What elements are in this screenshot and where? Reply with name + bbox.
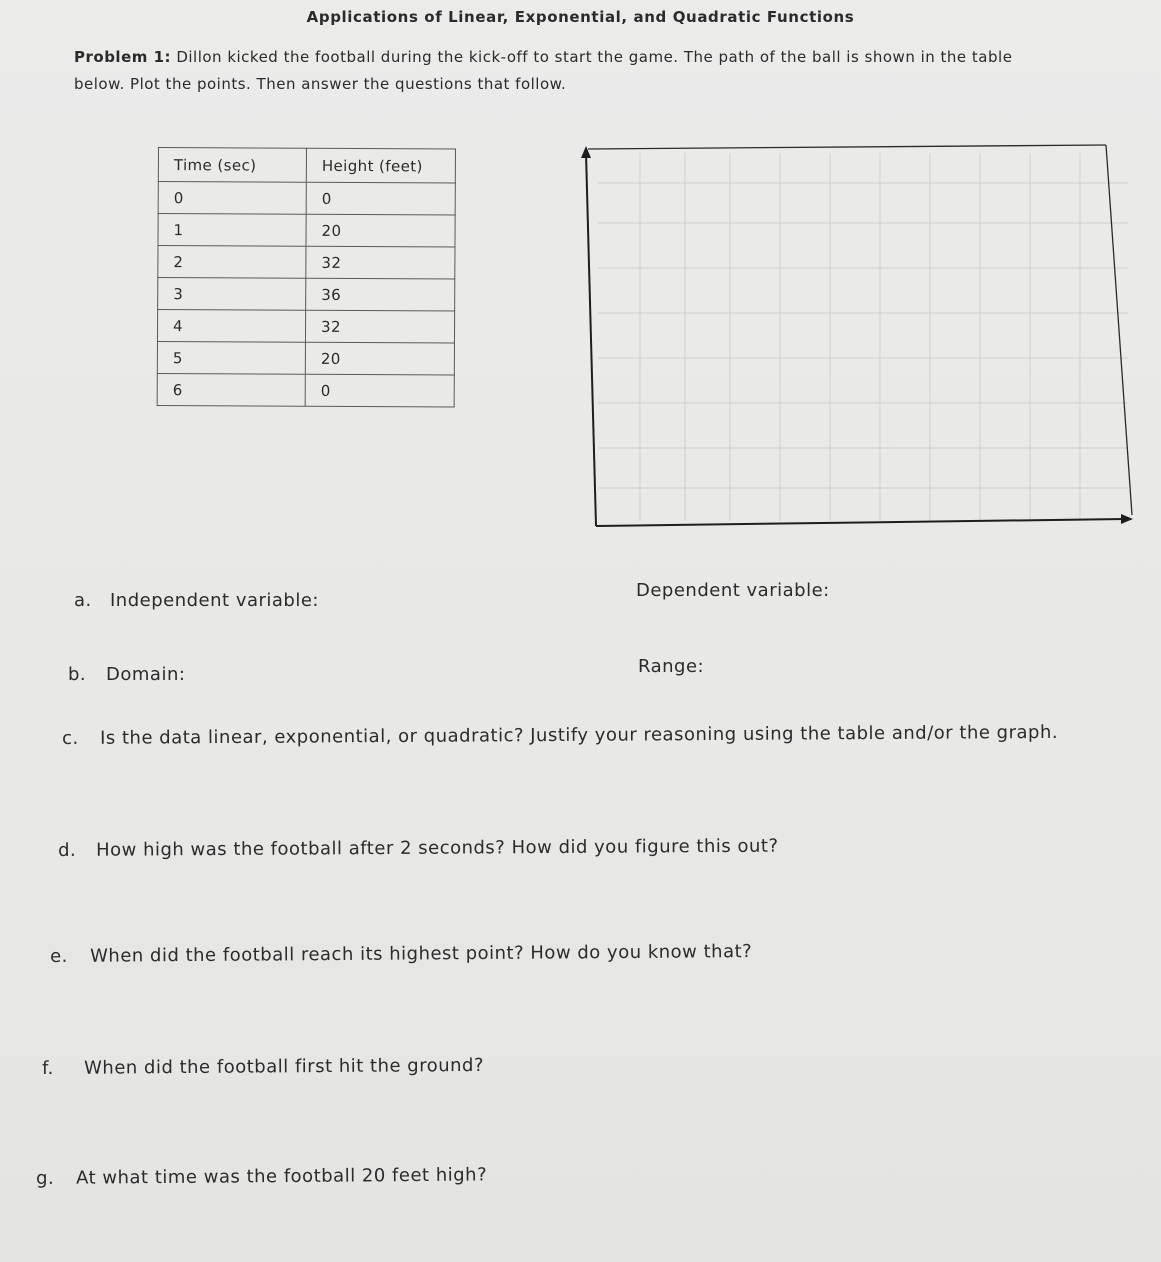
table-cell-time: 4 xyxy=(157,310,305,343)
table-cell-time: 1 xyxy=(158,214,306,247)
data-table xyxy=(157,147,456,408)
table-header-time: Time (sec) xyxy=(158,148,306,183)
graph-gridlines xyxy=(598,153,1128,521)
table-row xyxy=(157,310,454,344)
question-e-text: When did the football reach its highest point? How do you know that? xyxy=(89,941,753,967)
table-cell-time: 0 xyxy=(158,182,306,215)
question-d xyxy=(58,836,779,861)
table-row xyxy=(158,214,455,248)
table-cell-height: 0 xyxy=(306,182,455,215)
question-g-letter: g. xyxy=(36,1167,55,1189)
x-axis xyxy=(596,519,1125,526)
table-row xyxy=(158,278,455,312)
table-row xyxy=(158,246,455,280)
table-row xyxy=(157,341,454,375)
question-g xyxy=(36,1164,487,1189)
table-cell-height: 0 xyxy=(305,374,454,407)
table-header-row xyxy=(158,148,455,184)
table-header-height: Height (feet) xyxy=(306,148,455,183)
question-g-text: At what time was the football 20 feet high? xyxy=(75,1164,488,1189)
table-cell-time: 2 xyxy=(158,246,306,279)
table-cell-height: 32 xyxy=(306,246,455,279)
problem-statement xyxy=(74,44,1064,98)
question-d-text: How high was the football after 2 seconds? How did you figure this out? xyxy=(95,835,779,861)
table-cell-height: 32 xyxy=(305,310,454,343)
question-e-letter: e. xyxy=(50,945,68,967)
question-b-letter: b. xyxy=(68,664,87,685)
table-cell-height: 20 xyxy=(306,214,455,247)
question-b xyxy=(68,664,185,685)
x-axis-arrow-icon xyxy=(1121,514,1133,524)
table-cell-height: 36 xyxy=(306,278,455,311)
question-b-text: Domain: xyxy=(106,664,186,685)
question-a-letter: a. xyxy=(74,590,92,611)
table-cell-time: 5 xyxy=(157,341,305,374)
y-axis xyxy=(586,153,596,526)
question-c xyxy=(62,722,1058,749)
graph-axes xyxy=(581,146,1133,526)
question-a-dependent: Dependent variable: xyxy=(636,580,830,601)
question-d-letter: d. xyxy=(58,839,77,861)
graph-border xyxy=(588,145,1132,515)
question-f xyxy=(42,1055,484,1079)
question-f-letter: f. xyxy=(42,1057,54,1079)
question-a xyxy=(74,590,319,611)
problem-text: Dillon kicked the football during the kick-off to start the game. The path of the ball is shown in the table below. Plot the points. Then answer the questions that follow. xyxy=(74,48,1013,93)
table-row xyxy=(157,373,454,407)
table-cell-time: 3 xyxy=(158,278,306,311)
table-cell-height: 20 xyxy=(305,342,454,375)
question-c-text: Is the data linear, exponential, or quadratic? Justify your reasoning using the table and/or the graph. xyxy=(99,721,1059,749)
table-row xyxy=(158,182,455,216)
blank-graph-grid[interactable] xyxy=(580,143,1140,533)
question-e xyxy=(50,941,752,967)
table-cell-time: 6 xyxy=(157,373,305,406)
problem-label: Problem 1: xyxy=(74,48,172,66)
question-f-text: When did the football first hit the ground? xyxy=(83,1054,485,1079)
question-c-letter: c. xyxy=(62,727,79,749)
worksheet-title: Applications of Linear, Exponential, and Quadratic Functions xyxy=(306,8,855,26)
question-a-text: Independent variable: xyxy=(110,590,319,611)
question-b-range: Range: xyxy=(638,656,705,677)
y-axis-arrow-icon xyxy=(581,146,591,158)
